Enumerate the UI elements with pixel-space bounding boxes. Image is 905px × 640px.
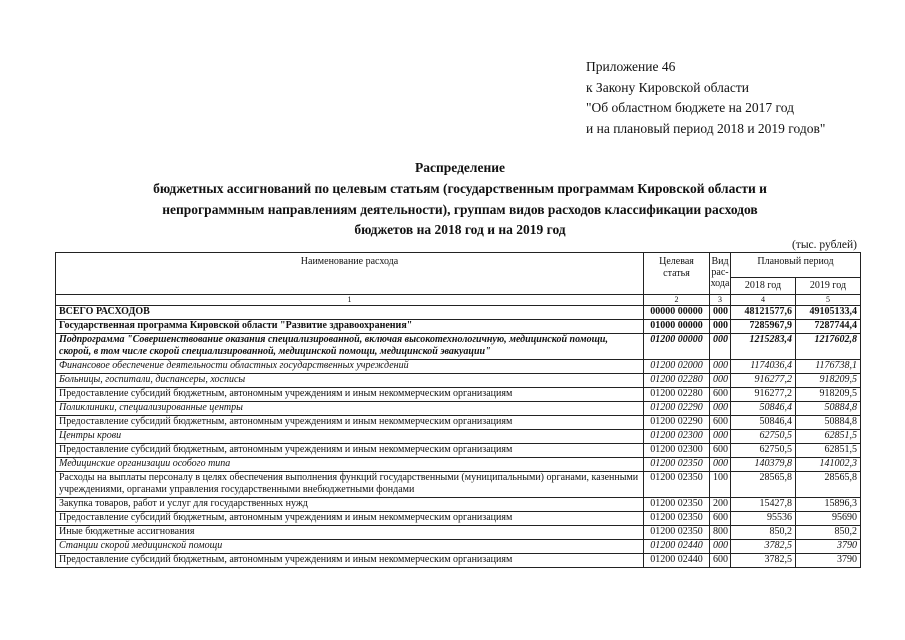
row-target-article: 01200 02280 [644, 374, 710, 388]
column-number-4: 4 [731, 295, 796, 306]
row-expense-type: 100 [710, 472, 731, 498]
row-target-article: 01200 02350 [644, 458, 710, 472]
title-line-2: бюджетных ассигнований по целевым статьям (государственным программам Кировской области и [153, 180, 767, 196]
row-target-article: 00000 00000 [644, 306, 710, 320]
column-number-5: 5 [796, 295, 861, 306]
appendix-number: Приложение 46 [586, 59, 676, 74]
title-line-3: непрограммным направлениям деятельности), группам видов расходов классификации расходов [162, 201, 758, 217]
row-expense-name: Финансовое обеспечение деятельности областных государственных учреждений [56, 360, 644, 374]
row-target-article: 01200 02280 [644, 388, 710, 402]
header-expense-name: Наименование расхода [56, 253, 644, 295]
row-value-2019: 7287744,4 [796, 320, 861, 334]
row-expense-type: 000 [710, 320, 731, 334]
table-row [56, 416, 861, 430]
table-row [56, 334, 861, 360]
row-value-2018: 62750,5 [731, 430, 796, 444]
row-target-article: 01200 02000 [644, 360, 710, 374]
row-value-2019: 62851,5 [796, 430, 861, 444]
appendix-law-period: и на плановый период 2018 и 2019 годов" [586, 120, 826, 136]
row-value-2019: 918209,5 [796, 374, 861, 388]
row-value-2018: 7285967,9 [731, 320, 796, 334]
row-expense-type: 800 [710, 526, 731, 540]
row-value-2019: 3790 [796, 554, 861, 568]
table-row [56, 498, 861, 512]
row-expense-type: 000 [710, 334, 731, 360]
row-value-2018: 95536 [731, 512, 796, 526]
row-value-2019: 3790 [796, 540, 861, 554]
row-value-2018: 48121577,6 [731, 306, 796, 320]
row-value-2019: 50884,8 [796, 416, 861, 430]
row-value-2018: 850,2 [731, 526, 796, 540]
units-label: (тыс. рублей) [791, 239, 857, 251]
row-value-2019: 1217602,8 [796, 334, 861, 360]
row-expense-name: Государственная программа Кировской области "Развитие здравоохранения" [56, 320, 644, 334]
appendix-law: к Закону Кировской области [586, 79, 750, 95]
row-expense-type: 000 [710, 430, 731, 444]
table-row [56, 512, 861, 526]
row-expense-type: 000 [710, 306, 731, 320]
title-line-1: Распределение [414, 160, 506, 175]
row-expense-type: 600 [710, 388, 731, 402]
row-value-2018: 3782,5 [731, 540, 796, 554]
row-value-2019: 1176738,1 [796, 360, 861, 374]
row-value-2018: 62750,5 [731, 444, 796, 458]
table-row [56, 402, 861, 416]
row-value-2018: 50846,4 [731, 402, 796, 416]
table-row [56, 458, 861, 472]
table-body [56, 306, 861, 568]
row-expense-name: Иные бюджетные ассигнования [56, 526, 644, 540]
row-value-2019: 62851,5 [796, 444, 861, 458]
table-row [56, 320, 861, 334]
row-target-article: 01200 00000 [644, 334, 710, 360]
row-target-article: 01200 02440 [644, 540, 710, 554]
row-expense-name: Медицинские организации особого типа [56, 458, 644, 472]
budget-table [55, 252, 861, 568]
row-target-article: 01200 02350 [644, 472, 710, 498]
row-expense-type: 000 [710, 402, 731, 416]
row-expense-type: 000 [710, 540, 731, 554]
row-expense-name: Предоставление субсидий бюджетным, автономным учреждениям и иным некоммерческим организациям [56, 444, 644, 458]
header-expense-type [710, 253, 731, 295]
row-expense-type: 000 [710, 374, 731, 388]
row-expense-name: Больницы, госпитали, диспансеры, хосписы [56, 374, 644, 388]
table-row [56, 554, 861, 568]
table-row [56, 360, 861, 374]
table-row [56, 430, 861, 444]
row-value-2018: 15427,8 [731, 498, 796, 512]
row-expense-type: 600 [710, 416, 731, 430]
row-value-2019: 850,2 [796, 526, 861, 540]
row-value-2018: 1215283,4 [731, 334, 796, 360]
row-expense-name: Центры крови [56, 430, 644, 444]
row-value-2019: 141002,3 [796, 458, 861, 472]
row-value-2018: 50846,4 [731, 416, 796, 430]
row-expense-name: Предоставление субсидий бюджетным, автономным учреждениям и иным некоммерческим организациям [56, 554, 644, 568]
row-value-2019: 95690 [796, 512, 861, 526]
row-value-2019: 918209,5 [796, 388, 861, 402]
row-target-article: 01000 00000 [644, 320, 710, 334]
table-row [56, 472, 861, 498]
row-value-2018: 916277,2 [731, 374, 796, 388]
table-header-row [56, 253, 861, 278]
header-expense-type-1: Вид [711, 256, 729, 267]
row-target-article: 01200 02350 [644, 526, 710, 540]
table-row [56, 444, 861, 458]
table-row [56, 374, 861, 388]
header-year-2019: 2019 год [796, 277, 861, 294]
row-target-article: 01200 02350 [644, 498, 710, 512]
row-expense-type: 600 [710, 444, 731, 458]
column-numbering-row [56, 295, 861, 306]
row-value-2018: 28565,8 [731, 472, 796, 498]
header-target-article: Целевая статья [644, 253, 710, 295]
row-expense-type: 600 [710, 554, 731, 568]
row-target-article: 01200 02350 [644, 512, 710, 526]
row-expense-name: ВСЕГО РАСХОДОВ [56, 306, 644, 320]
row-target-article: 01200 02290 [644, 402, 710, 416]
row-value-2018: 3782,5 [731, 554, 796, 568]
title-line-4: бюджетов на 2018 год и на 2019 год [354, 222, 566, 238]
row-value-2018: 140379,8 [731, 458, 796, 472]
row-value-2019: 50884,8 [796, 402, 861, 416]
table-row [56, 388, 861, 402]
row-value-2018: 1174036,4 [731, 360, 796, 374]
row-target-article: 01200 02300 [644, 444, 710, 458]
row-value-2019: 49105133,4 [796, 306, 861, 320]
header-year-2018: 2018 год [731, 277, 796, 294]
row-expense-type: 600 [710, 512, 731, 526]
row-expense-name: Расходы на выплаты персоналу в целях обеспечения выполнения функций государственными (муниципальными) органами, казенными учреждениями, органами управления государственными внебюджетными фондами [56, 472, 644, 498]
row-value-2018: 916277,2 [731, 388, 796, 402]
row-target-article: 01200 02300 [644, 430, 710, 444]
row-target-article: 01200 02290 [644, 416, 710, 430]
table-row [56, 526, 861, 540]
row-expense-name: Поликлиники, специализированные центры [56, 402, 644, 416]
row-expense-name: Подпрограмма "Совершенствование оказания специализированной, включая высокотехнологичную, медицинской помощи, скорой, в том числе скорой специализированной, медицинской помощи, медицинской эвакуации" [56, 334, 644, 360]
row-value-2019: 15896,3 [796, 498, 861, 512]
header-expense-type-2: рас- [711, 267, 729, 278]
document-title [40, 158, 880, 241]
row-target-article: 01200 02440 [644, 554, 710, 568]
row-value-2019: 28565,8 [796, 472, 861, 498]
row-expense-type: 000 [710, 360, 731, 374]
header-planning-period: Плановый период [731, 253, 861, 278]
row-expense-name: Закупка товаров, работ и услуг для государственных нужд [56, 498, 644, 512]
table-row [56, 306, 861, 320]
appendix-law-title: "Об областном бюджете на 2017 год [586, 100, 794, 115]
column-number-3: 3 [710, 295, 731, 306]
appendix-reference [586, 57, 825, 139]
column-number-2: 2 [644, 295, 710, 306]
table-row [56, 540, 861, 554]
column-number-1: 1 [56, 295, 644, 306]
row-expense-type: 000 [710, 458, 731, 472]
row-expense-name: Предоставление субсидий бюджетным, автономным учреждениям и иным некоммерческим организациям [56, 388, 644, 402]
row-expense-type: 200 [710, 498, 731, 512]
row-expense-name: Предоставление субсидий бюджетным, автономным учреждениям и иным некоммерческим организациям [56, 512, 644, 526]
row-expense-name: Станции скорой медицинской помощи [56, 540, 644, 554]
header-expense-type-3: хода [710, 278, 730, 289]
row-expense-name: Предоставление субсидий бюджетным, автономным учреждениям и иным некоммерческим организациям [56, 416, 644, 430]
